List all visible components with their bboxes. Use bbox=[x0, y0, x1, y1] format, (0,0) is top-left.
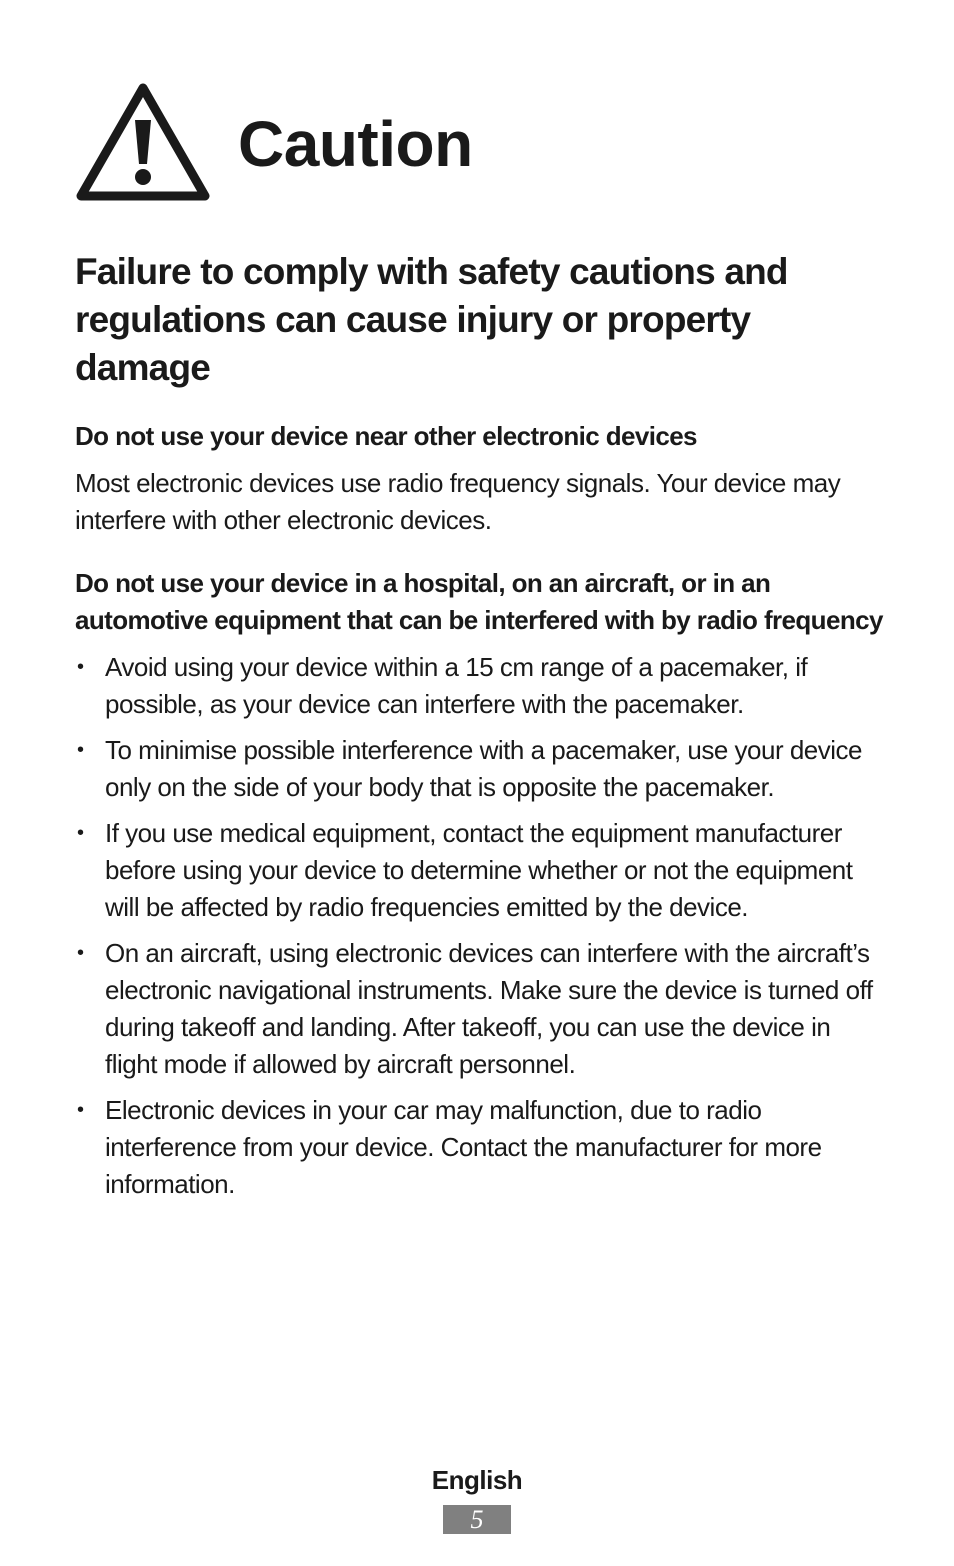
bullet-list bbox=[75, 649, 885, 1203]
bullet-icon: • bbox=[77, 739, 84, 761]
list-item bbox=[75, 935, 885, 1083]
list-item bbox=[75, 649, 885, 723]
list-item bbox=[75, 1092, 885, 1203]
caution-header bbox=[74, 80, 212, 204]
list-item-text: Avoid using your device within a 15 cm range of a pacemaker, if possible, as your device can interfere with the pacemaker. bbox=[105, 652, 808, 719]
subheading-hospital-aircraft: Do not use your device in a hospital, on an aircraft, or in an automotive equipment that can be interfered with by radio frequency bbox=[75, 568, 883, 635]
warning-triangle-icon bbox=[74, 80, 212, 204]
list-item bbox=[75, 815, 885, 926]
bullet-icon: • bbox=[77, 822, 84, 844]
footer-language: English bbox=[431, 1465, 523, 1495]
paragraph-electronic-devices: Most electronic devices use radio frequency signals. Your device may interfere with other electronic devices. bbox=[75, 468, 841, 535]
bullet-icon: • bbox=[77, 656, 84, 678]
main-content bbox=[75, 248, 885, 1212]
list-item bbox=[75, 732, 885, 806]
bullet-icon: • bbox=[77, 942, 84, 964]
section-heading: Failure to comply with safety cautions and regulations can cause injury or property damage bbox=[75, 251, 788, 388]
list-item-text: If you use medical equipment, contact the equipment manufacturer before using your device to determine whether or not the equipment will be affected by radio frequencies emitted by the device. bbox=[105, 818, 853, 922]
list-item-text: Electronic devices in your car may malfunction, due to radio interference from your device. Contact the manufacturer for more information. bbox=[105, 1095, 822, 1199]
bullet-icon: • bbox=[77, 1099, 84, 1121]
list-item-text: To minimise possible interference with a pacemaker, use your device only on the side of your body that is opposite the pacemaker. bbox=[105, 735, 862, 802]
page-title: Caution bbox=[238, 108, 473, 180]
list-item-text: On an aircraft, using electronic devices can interfere with the aircraft’s electronic navigational instruments. Make sure the device is turned off during takeoff and landing. After takeoff, you can use the device in flight mode if allowed by aircraft personnel. bbox=[105, 938, 873, 1079]
subheading-electronic-devices: Do not use your device near other electronic devices bbox=[75, 421, 697, 451]
page-number-badge: 5 bbox=[443, 1505, 511, 1534]
